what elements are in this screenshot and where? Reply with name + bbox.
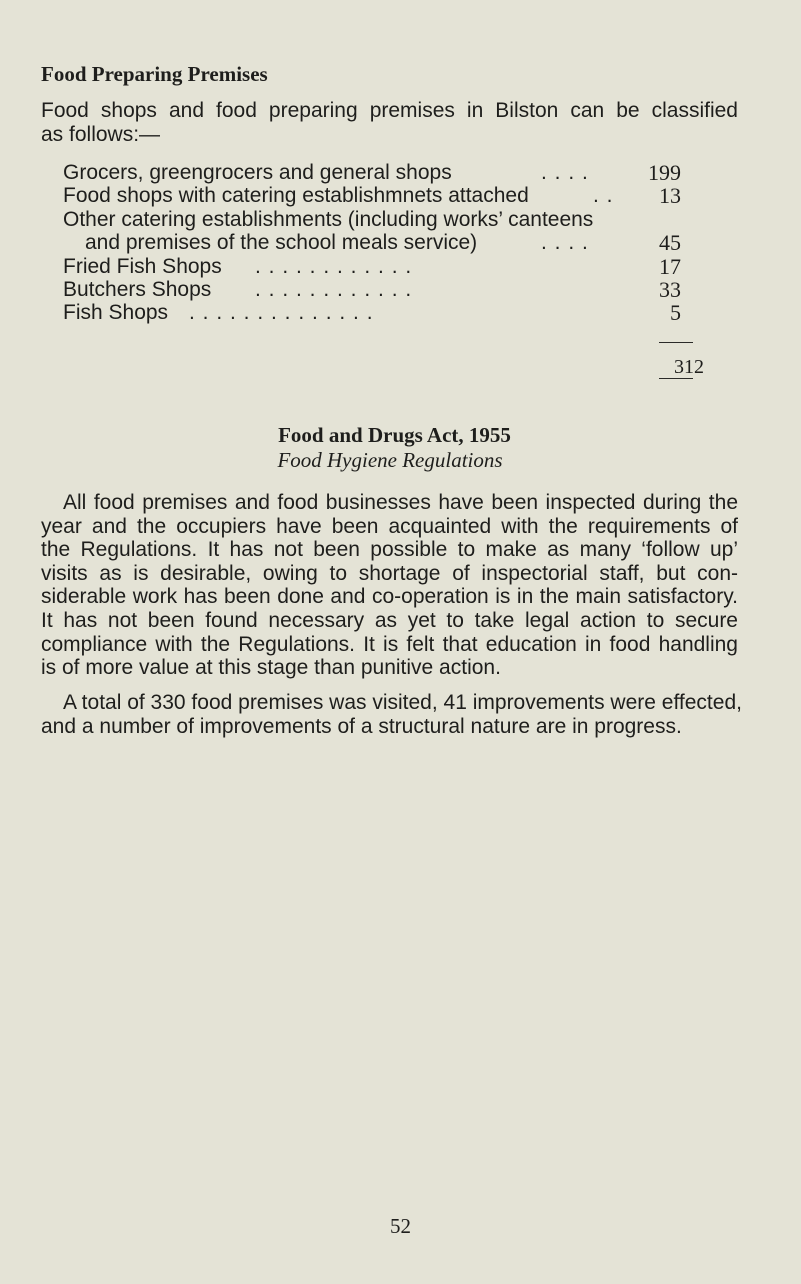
leader-dots: . . . . . . . . . . . . bbox=[255, 277, 413, 301]
row-value: 45 bbox=[659, 230, 681, 256]
table-row bbox=[63, 255, 703, 278]
table-row bbox=[63, 208, 703, 231]
table-row bbox=[63, 278, 703, 301]
table-row bbox=[63, 231, 703, 254]
table-row bbox=[63, 301, 703, 324]
paragraph-line: is of more value at this stage than punitive action. bbox=[41, 656, 501, 680]
premises-table bbox=[63, 161, 703, 325]
paragraph-line: the Regulations. It has not been possible to make as many ‘follow up’ bbox=[41, 538, 738, 562]
leader-dots: . . . . bbox=[541, 161, 589, 184]
row-label: Butchers Shops bbox=[63, 277, 212, 301]
leader-dots: . . . . bbox=[541, 231, 589, 255]
intro-line: as follows:— bbox=[41, 122, 161, 146]
row-label: Grocers, greengrocers and general shops bbox=[63, 161, 452, 184]
total-value: 312 bbox=[674, 356, 704, 378]
table-row bbox=[63, 184, 703, 207]
act-paragraph-2 bbox=[41, 691, 742, 738]
table-row bbox=[63, 161, 703, 184]
leader-dots: . . . . . . . . . . . . . . bbox=[189, 301, 374, 325]
row-label: and premises of the school meals service) bbox=[85, 231, 478, 255]
row-value: 33 bbox=[659, 276, 681, 302]
row-label: Other catering establishments (including works’ canteens bbox=[63, 207, 594, 231]
paragraph-line: and a number of improvements of a structural nature are in progress. bbox=[41, 714, 682, 738]
intro-paragraph bbox=[41, 99, 738, 146]
paragraph-line: year and the occupiers have been acquainted with the requirements of bbox=[41, 514, 738, 538]
row-label: Fried Fish Shops bbox=[63, 254, 222, 278]
row-value: 199 bbox=[648, 160, 681, 185]
leader-dots: . . . . . . . . . . . . bbox=[255, 254, 413, 278]
row-value: 13 bbox=[659, 183, 681, 209]
paragraph-line: All food premises and food businesses have been inspected during the bbox=[63, 491, 738, 514]
row-value: 5 bbox=[670, 300, 681, 326]
act-subtitle: Food Hygiene Regulations bbox=[277, 448, 503, 472]
paragraph-line: visits as is desirable, owing to shortage of inspectorial staff, but con- bbox=[41, 561, 738, 585]
paragraph-line: compliance with the Regulations. It is felt that education in food handling bbox=[41, 632, 738, 656]
table-total bbox=[644, 356, 704, 379]
row-label: Fish Shops bbox=[63, 301, 169, 325]
leader-dots: . . bbox=[593, 184, 614, 208]
total-rule-bottom bbox=[659, 378, 693, 379]
intro-line: Food shops and food preparing premises in Bilston can be classified bbox=[41, 99, 738, 122]
act-title: Food and Drugs Act, 1955 bbox=[278, 423, 511, 447]
act-paragraph-1 bbox=[41, 491, 738, 680]
section-heading: Food Preparing Premises bbox=[41, 62, 268, 86]
row-value: 17 bbox=[659, 253, 681, 279]
paragraph-line: A total of 330 food premises was visited, 41 improvements were effected, bbox=[63, 691, 742, 714]
row-label: Food shops with catering establishmnets attached bbox=[63, 184, 529, 208]
page-number: 52 bbox=[390, 1214, 411, 1238]
paragraph-line: siderable work has been done and co-operation is in the main satisfactory. bbox=[41, 585, 738, 609]
paragraph-line: It has not been found necessary as yet to take legal action to secure bbox=[41, 608, 738, 632]
total-rule-top bbox=[659, 342, 693, 343]
